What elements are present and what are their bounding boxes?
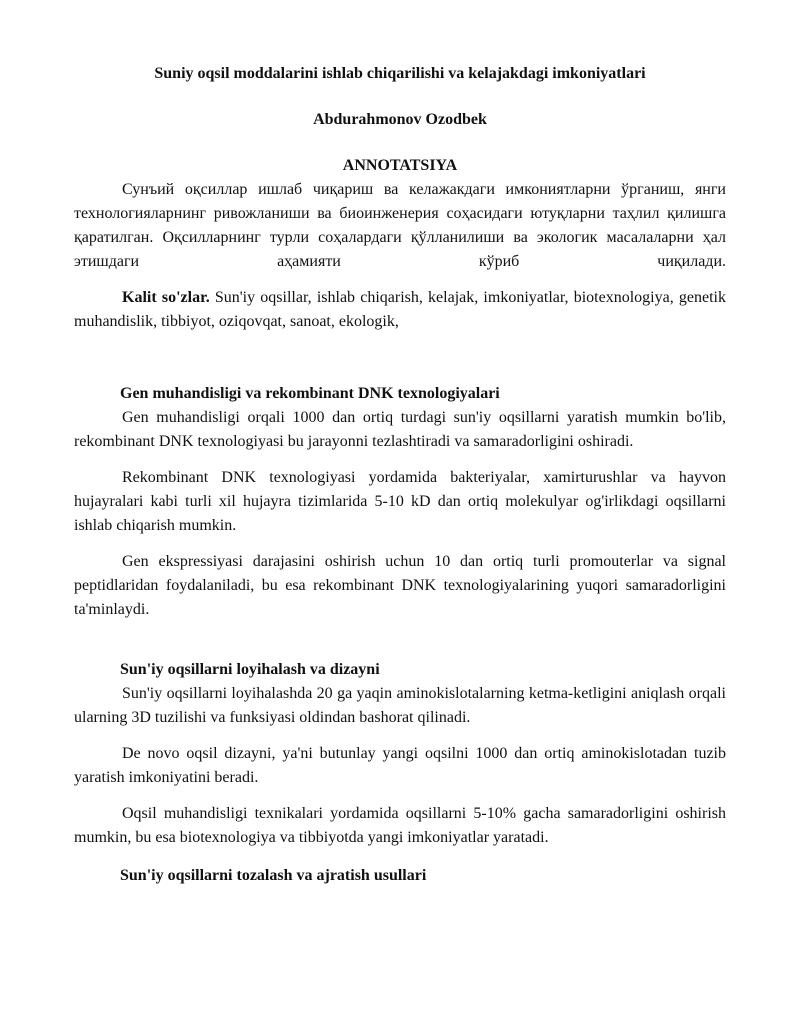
section-paragraph: Oqsil muhandisligi texnikalari yordamida oqsillarni 5-10% gacha samaradorligini oshirish mumkin, bu esa biotexnologiya va tibbiyotda yangi imkoniyatlar yaratadi. [74, 805, 726, 846]
keywords-label: Kalit so'zlar. [122, 289, 210, 306]
paper-title: Suniy oqsil moddalarini ishlab chiqarilishi va kelajakdagi imkoniyatlari [154, 65, 646, 82]
section-paragraph: Rekombinant DNK texnologiyasi yordamida bakteriyalar, xamirturushlar va hayvon hujayralari kabi turli xil hujayra tizimlarida 5-10 kD dan ortiq molekulyar og'irlikdagi oqsillarni ishlab chiqarish mumkin. [74, 469, 726, 534]
document-page [74, 62, 726, 888]
keywords-paragraph [74, 286, 726, 334]
section-paragraph: Gen muhandisligi orqali 1000 dan ortiq turdagi sun'iy oqsillarni yaratish mumkin bo'lib, rekombinant DNK texnologiyasi bu jarayonni tezlashtiradi va samaradorligini oshiradi. [74, 409, 726, 450]
abstract-heading: ANNOTATSIYA [342, 157, 458, 174]
keywords-text: Sun'iy oqsillar, ishlab chiqarish, kelajak, imkoniyatlar, biotexnologiya, genetik muhandislik, tibbiyot, oziqovqat, sanoat, ekologik, [74, 289, 726, 330]
section-heading: Sun'iy oqsillarni loyihalash va dizayni [120, 661, 380, 678]
abstract-text: Сунъий оқсиллар ишлаб чиқариш ва келажакдаги имкониятларни ўрганиш, янги технологияларнинг ривожланиши ва биоинженерия соҳасидаги ютуқларни таҳлил қилишга қаратилган. Оқсилларнинг турли соҳалардаги қўлланилиши ва экологик масалаларни ҳал этишдаги аҳамияти кўриб чиқилади. [74, 181, 726, 270]
section-heading: Gen muhandisligi va rekombinant DNK texnologiyalari [120, 385, 500, 402]
section-paragraph: Gen ekspressiyasi darajasini oshirish uchun 10 dan ortiq turli promouterlar va signal peptidlaridan foydalaniladi, bu esa rekombinant DNK texnologiyalarining yuqori samaradorligini ta'minlaydi. [74, 553, 726, 618]
section-paragraph: Sun'iy oqsillarni loyihalashda 20 ga yaqin aminokislotalarning ketma-ketligini aniqlash orqali ularning 3D tuzilishi va funksiyasi oldindan bashorat qilinadi. [74, 685, 726, 726]
section-paragraph: De novo oqsil dizayni, ya'ni butunlay yangi oqsilni 1000 dan ortiq aminokislotadan tuzib yaratish imkoniyatini beradi. [74, 745, 726, 786]
section-heading: Sun'iy oqsillarni tozalash va ajratish usullari [120, 867, 427, 884]
author-name: Abdurahmonov Ozodbek [313, 111, 487, 128]
